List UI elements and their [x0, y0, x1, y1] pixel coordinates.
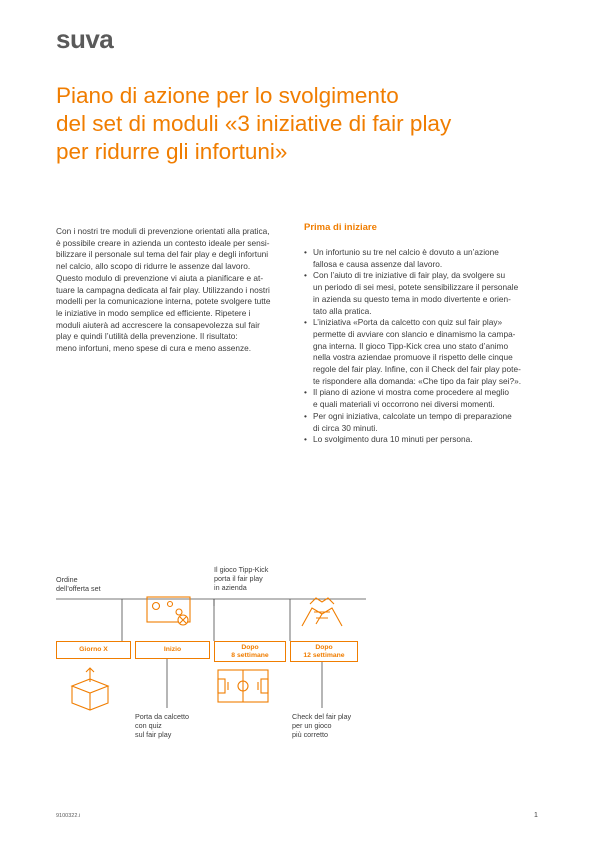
quiz-board-icon [147, 597, 190, 625]
label-line: Il gioco Tipp-Kick [214, 565, 269, 574]
intro-line: play e quindi l’utilità della prevenzione. Il risultato: [56, 331, 238, 342]
step-label: Giorno X [79, 646, 108, 653]
package-icon [72, 668, 108, 710]
label-line: per un gioco [292, 721, 332, 730]
step-12-settimane [290, 641, 358, 662]
bullet-line: gna interna. Il gioco Tipp-Kick crea uno stato d’animo [313, 340, 509, 351]
document-code: 9100322.i [56, 813, 81, 819]
title-line: del set di moduli «3 iniziative di fair play [56, 111, 452, 136]
label-line: sul fair play [135, 730, 172, 739]
bullet-line: nella vostra aziendae promuove il rispetto delle cinque [313, 352, 513, 363]
title-line: Piano di azione per lo svolgimento [56, 83, 399, 108]
fair-play-check-label [292, 712, 351, 739]
bullet-line: • Con l’aiuto di tre iniziative di fair play, da svolgere su [313, 270, 506, 281]
bullet-line: permette di avviare con slancio e dinamismo la campa- [313, 328, 516, 339]
bullet-line: • L’iniziativa «Porta da calcetto con quiz sul fair play» [313, 317, 503, 328]
suva-logo: suva [56, 24, 114, 54]
section-heading: Prima di iniziare [304, 222, 377, 233]
label-line: Porta da calcetto [135, 712, 189, 721]
step-8-settimane [214, 641, 286, 662]
bullet-line: un periodo di sei mesi, potete sensibilizzare il personale [313, 282, 519, 293]
bullet-line: tato alla pratica. [313, 305, 372, 316]
intro-line: le iniziative in modo semplice ed efficiente. Ripetere i [56, 307, 251, 318]
step-label: 8 settimane [231, 651, 269, 659]
label-line: in azienda [214, 583, 247, 592]
tippkick-label [214, 565, 268, 592]
intro-line: Questo modulo di prevenzione vi aiuta a pianificare e at- [56, 272, 264, 283]
title-line: per ridurre gli infortuni» [56, 139, 288, 164]
step-label: 12 settimane [303, 651, 345, 659]
bullet-line: • Lo svolgimento dura 10 minuti per persona. [313, 434, 473, 445]
intro-line: moduli aiuterà ad accrescere la consapevolezza sul fair [56, 319, 260, 330]
intro-line: modelli per la comunicazione interna, potete svolgere tutte [56, 296, 271, 307]
football-field-icon [218, 670, 268, 702]
label-line: con quiz [135, 721, 162, 730]
bullet-line: in azienda su questo tema in modo divertente e orien- [313, 293, 511, 304]
step-label: Dopo [241, 643, 259, 651]
bullet-line: fallosa e causa assenze dal lavoro. [313, 258, 443, 269]
bullet-line: • Per ogni iniziativa, calcolate un tempo di preparazione [313, 410, 512, 421]
step-inizio [135, 641, 210, 659]
step-giorno-x [56, 641, 131, 659]
intro-line: tuare la campagna dedicata al fair play. Utilizzando i nostri [56, 284, 270, 295]
bullet-line: • Il piano di azione vi mostra come procedere al meglio [313, 387, 509, 398]
step-label: Dopo [315, 643, 333, 651]
bullet-line: te rispondere alla domanda: «Che tipo da fair play sei?». [313, 375, 522, 386]
bullet-line: e quali materiali vi occorrono nei diversi momenti. [313, 399, 495, 410]
label-line: Check del fair play [292, 712, 352, 721]
bullet-line: regole del fair play. Infine, con il Check del fair play pote- [313, 364, 521, 375]
intro-line: è possibile creare in azienda un contesto ideale per sensi- [56, 237, 270, 248]
handshake-icon [302, 598, 342, 626]
bullet-line: di circa 30 minuti. [313, 422, 378, 433]
label-line: porta il fair play [214, 574, 263, 583]
intro-line: Con i nostri tre moduli di prevenzione orientati alla pratica, [56, 226, 270, 236]
page-number: 1 [534, 812, 538, 819]
label-line: dell’offerta set [56, 584, 101, 593]
step-label: Inizio [163, 646, 182, 653]
order-label [56, 575, 101, 593]
goal-quiz-label [135, 712, 189, 739]
label-line: più corretto [292, 730, 328, 739]
bullet-line: • Un infortunio su tre nel calcio è dovuto a un’azione [313, 247, 499, 257]
label-line: Ordine [56, 575, 78, 584]
intro-line: nel calcio, allo scopo di ridurre le assenze dal lavoro. [56, 261, 251, 272]
intro-line: meno infortuni, meno spese di cura e meno assenze. [56, 343, 252, 354]
intro-line: bilizzare il personale sul tema del fair play e degli infortuni [56, 249, 269, 260]
